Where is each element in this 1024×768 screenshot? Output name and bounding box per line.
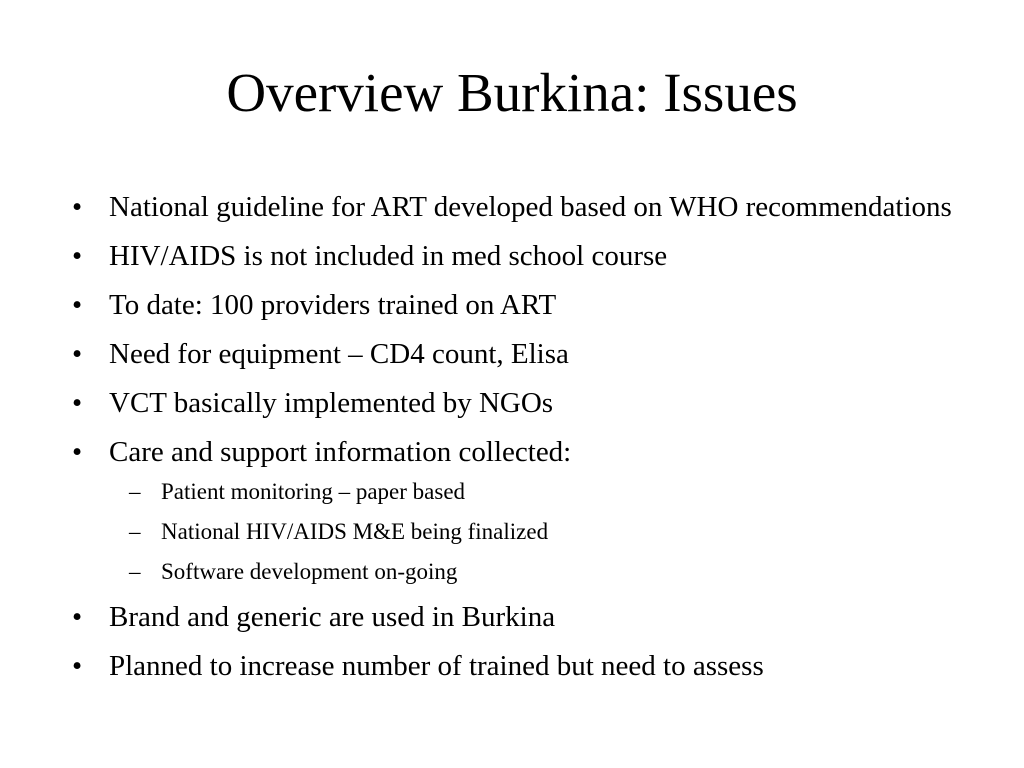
bullet-list [72,188,972,696]
sub-bullet-text: Software development on-going [161,559,458,584]
bullet-item [72,384,972,422]
sub-bullet-marker: – [129,519,141,544]
bullet-item [72,188,972,226]
sub-bullet-text: Patient monitoring – paper based [161,479,466,504]
bullet-marker: • [72,436,83,468]
bullet-item [72,286,972,324]
bullet-text: Care and support information collected: [109,436,572,468]
bullet-text: National guideline for ART developed based on WHO recommendations [109,191,952,223]
bullet-item [72,598,972,636]
bullet-marker: • [72,650,83,682]
bullet-text: Brand and generic are used in Burkina [109,601,556,633]
bullet-marker: • [72,387,83,419]
bullet-item [72,433,972,587]
sub-bullet-item [117,557,972,587]
slide-title: Overview Burkina: Issues [226,62,798,123]
bullet-marker: • [72,601,83,633]
bullet-text: To date: 100 providers trained on ART [109,289,557,321]
sub-bullet-list [109,477,972,587]
sub-bullet-marker: – [129,479,141,504]
sub-bullet-text: National HIV/AIDS M&E being finalized [161,519,549,544]
sub-bullet-item [117,477,972,507]
sub-bullet-item [117,517,972,547]
bullet-marker: • [72,240,83,272]
bullet-marker: • [72,338,83,370]
bullet-marker: • [72,191,83,223]
bullet-text: HIV/AIDS is not included in med school course [109,240,668,272]
bullet-text: Planned to increase number of trained but need to assess [109,650,764,682]
bullet-text: Need for equipment – CD4 count, Elisa [109,338,569,370]
bullet-item [72,335,972,373]
bullet-marker: • [72,289,83,321]
sub-bullet-marker: – [129,559,141,584]
bullet-item [72,647,972,685]
bullet-text: VCT basically implemented by NGOs [109,387,554,419]
bullet-item [72,237,972,275]
